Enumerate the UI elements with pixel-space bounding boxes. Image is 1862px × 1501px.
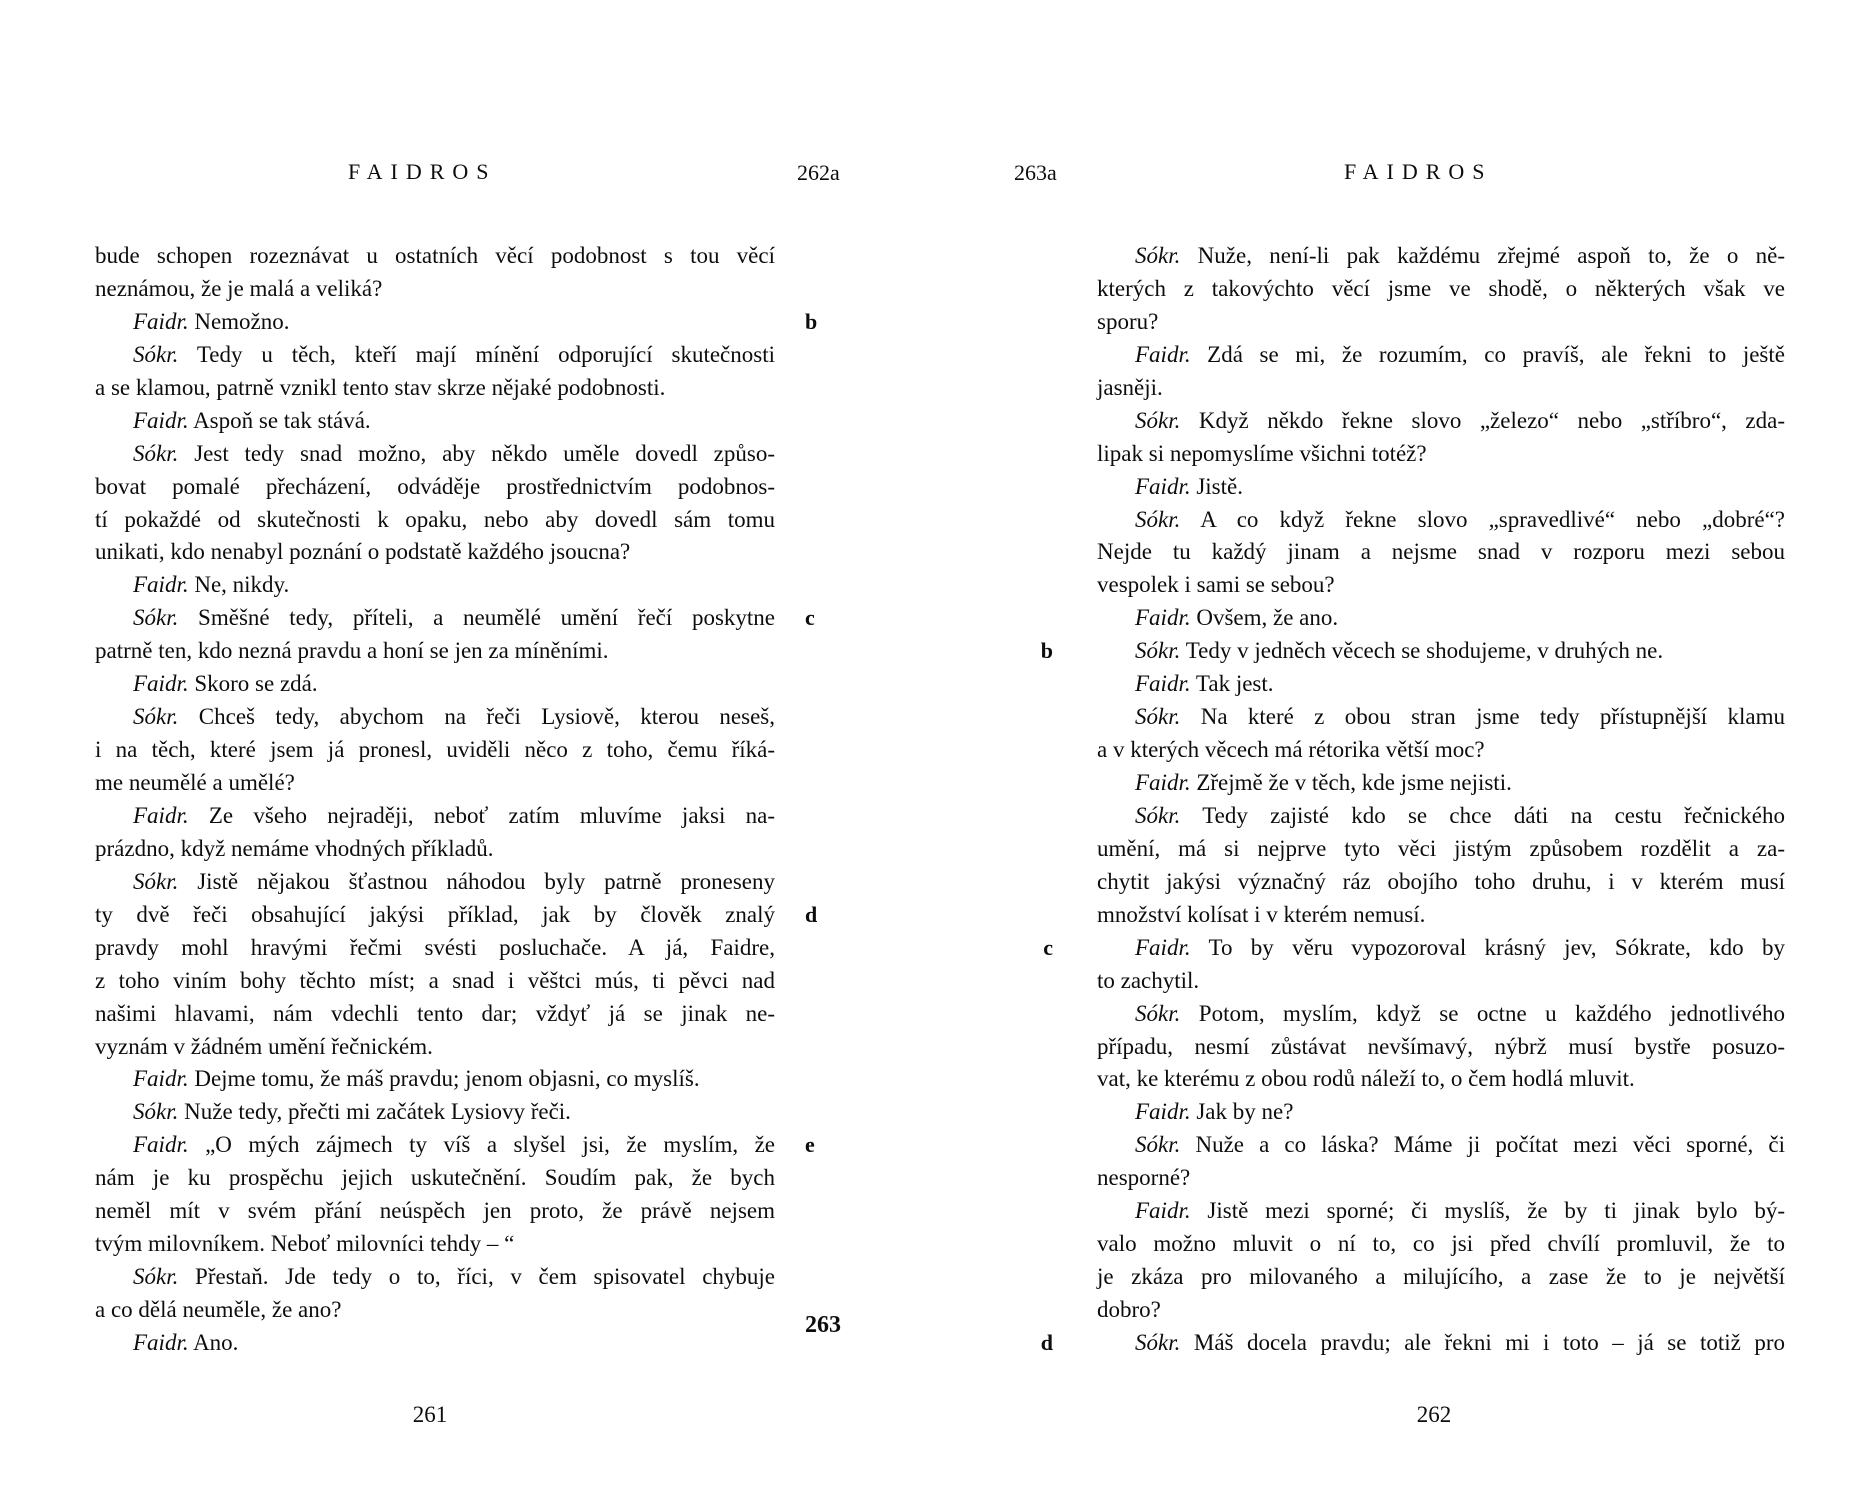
speaker-name: Faidr. <box>133 407 189 433</box>
text-line: Faidr. Tak jest. <box>1135 671 1274 697</box>
stephanus-margin-letter: b <box>805 308 818 334</box>
stephanus-header-262a: 262a <box>797 160 840 185</box>
text-line: jasněji. <box>1097 374 1163 400</box>
text-line: lipak si nepomyslíme všichni totéž? <box>1097 440 1427 466</box>
text-line: vyznám v žádném umění řečnickém. <box>95 1033 433 1059</box>
speaker-name: Sókr. <box>133 341 179 367</box>
text-line: Sókr. Tedy u těch, kteří mají mínění odporující skutečnosti <box>133 341 775 367</box>
text-line: je zkáza pro milovaného a milujícího, a zase že to je největší <box>1097 1264 1785 1290</box>
text-line: vespolek i sami se sebou? <box>1097 572 1335 598</box>
text-line: neměl mít v svém přání neúspěch jen proto, že právě nejsem <box>95 1198 775 1224</box>
text-line: Faidr. Nemožno. b <box>95 306 775 339</box>
speaker-name: Faidr. <box>1135 770 1191 795</box>
text-line: množství kolísat i v kterém nemusí. <box>1097 901 1426 927</box>
text-line: Nejde tu každý jinam a nejsme snad v rozporu mezi sebou <box>1097 539 1785 565</box>
text-line: to zachytil. <box>1097 967 1200 993</box>
text-line: Sókr. Máš docela pravdu; ale řekni mi i toto – já se totiž pro d <box>1097 1327 1785 1360</box>
speaker-name: Sókr. <box>133 1264 179 1290</box>
text-line: Faidr. Ano. <box>133 1329 239 1355</box>
speaker-name: Faidr. <box>1135 605 1191 631</box>
speaker-name: Faidr. <box>1135 934 1191 960</box>
text-line: bovat pomalé přecházení, odváděje prostřednictvím podobnos- <box>95 473 775 499</box>
text-line: me neumělé a umělé? <box>95 770 295 795</box>
text-line: prázdno, když nemáme vhodných příkladů. <box>95 835 494 861</box>
text-line: Faidr. Jistě mezi sporné; či myslíš, že by ti jinak bylo bý- <box>1135 1198 1785 1224</box>
text-line: bude schopen rozeznávat u ostatních věcí podobnost s tou věcí <box>95 243 775 268</box>
text-line: Faidr. Ne, nikdy. <box>133 572 290 598</box>
speaker-name: Faidr. <box>133 308 189 334</box>
text-line: i na těch, které jsem já pronesl, uviděli něco z toho, čemu říká- <box>95 737 775 763</box>
text-line: našimi hlavami, nám vdechli tento dar; vždyť já se jinak ne- <box>95 1000 775 1026</box>
speaker-name: Faidr. <box>1135 1198 1191 1224</box>
speaker-name: Faidr. <box>133 1066 189 1092</box>
text-line: Sókr. Směšné tedy, příteli, a neumělé umění řečí poskytne c <box>95 602 775 635</box>
text-line: Sókr. Přestaň. Jde tedy o to, říci, v čem spisovatel chybuje <box>133 1264 775 1290</box>
text-line: z toho viním bohy těchto míst; a snad i věštci mús, ti pěvci nad <box>95 967 775 993</box>
text-line: ty dvě řeči obsahující jakýsi příklad, jak by člověk znalý d <box>95 899 775 932</box>
text-line: Faidr. Ze všeho nejraději, neboť zatím mluvíme jaksi na- <box>133 802 775 828</box>
page-number-right: 262 <box>1416 1402 1452 1427</box>
text-column-left <box>95 240 841 1360</box>
text-line: Sókr. Potom, myslím, když se octne u každého jednotlivého <box>1135 1000 1785 1026</box>
text-line: umění, má si nejprve tyto věci jistým způsobem rozdělit a za- <box>1097 835 1785 861</box>
text-column-right <box>1040 240 1785 1360</box>
text-line: tí pokaždé od skutečnosti k opaku, nebo aby dovedl sám tomu <box>95 506 775 532</box>
text-line: Sókr. Nuže, není-li pak každému zřejmé aspoň to, že o ně- <box>1135 243 1785 268</box>
text-line: Faidr. Jak by ne? <box>1135 1099 1294 1125</box>
speaker-name: Sókr. <box>1135 802 1181 828</box>
text-line: valo možno mluvit o ní to, co jsi před chvílí promluvil, že to <box>1097 1231 1785 1257</box>
speaker-name: Sókr. <box>133 868 179 894</box>
text-line: Sókr. Nuže a co láska? Máme ji počítat mezi věci sporné, či <box>1135 1132 1785 1158</box>
running-head-title-left: FAIDROS <box>348 159 497 184</box>
text-line: Faidr. Zřejmě že v těch, kde jsme nejisti. <box>1135 770 1512 795</box>
text-line: Faidr. To by věru vypozoroval krásný jev, Sókrate, kdo by c <box>1097 932 1785 965</box>
text-line: chytit jakýsi význačný ráz obojího toho druhu, i v kterém musí <box>1097 868 1785 894</box>
speaker-name: Sókr. <box>1135 407 1181 433</box>
text-line: Sókr. Tedy zajisté kdo se chce dáti na cestu řečnického <box>1135 802 1785 828</box>
text-line: Sókr. Jistě nějakou šťastnou náhodou byly patrně proneseny <box>133 868 775 894</box>
speaker-name: Sókr. <box>1135 1000 1181 1026</box>
text-line: patrně ten, kdo nezná pravdu a honí se jen za míněními. <box>95 638 609 664</box>
speaker-name: Sókr. <box>133 1099 179 1125</box>
stephanus-margin-letter: d <box>805 901 818 927</box>
text-line: vat, ke kterému z obou rodů náleží to, o čem hodlá mluvit. <box>1097 1066 1635 1092</box>
text-line: Faidr. „O mých zájmech ty víš a slyšel jsi, že myslím, že e <box>95 1129 775 1162</box>
speaker-name: Sókr. <box>133 605 179 631</box>
speaker-name: Faidr. <box>133 572 189 598</box>
speaker-name: Sókr. <box>1135 243 1181 268</box>
text-line: Sókr. A co když řekne slovo „spravedlivé“ nebo „dobré“? <box>1135 506 1785 532</box>
text-line: případu, nesmí zůstávat nevšímavý, nýbrž musí bystře posuzo- <box>1097 1033 1785 1059</box>
text-line: unikati, kdo nenabyl poznání o podstatě každého jsoucna? <box>95 539 631 565</box>
text-line: Faidr. Ovšem, že ano. <box>1135 605 1339 631</box>
text-line: Sókr. Když někdo řekne slovo „železo“ nebo „stříbro“, zda- <box>1135 407 1785 433</box>
speaker-name: Sókr. <box>1135 704 1181 730</box>
stephanus-margin-letter: d <box>1040 1329 1053 1355</box>
text-line: Sókr. Chceš tedy, abychom na řeči Lysiově, kterou neseš, <box>133 704 775 730</box>
speaker-name: Sókr. <box>1135 1329 1181 1355</box>
speaker-name: Sókr. <box>1135 506 1181 532</box>
stephanus-margin-letter: c <box>805 605 815 631</box>
speaker-name: Sókr. <box>1135 1132 1181 1158</box>
text-line: nám je ku prospěchu jejich uskutečnění. Soudím pak, že bych <box>95 1165 775 1191</box>
text-line: kterých z takovýchto věcí jsme ve shodě, o některých však ve <box>1097 275 1785 301</box>
running-head-title-right: FAIDROS <box>1344 159 1493 184</box>
speaker-name: Faidr. <box>133 1132 189 1158</box>
text-line: a v kterých věcech má rétorika větší moc? <box>1097 737 1485 763</box>
text-line: Faidr. Aspoň se tak stává. <box>133 407 371 433</box>
speaker-name: Faidr. <box>133 671 189 697</box>
text-line: Faidr. Jistě. <box>1135 473 1243 499</box>
text-line: Faidr. Skoro se zdá. <box>133 671 318 697</box>
text-line: dobro? <box>1097 1297 1161 1322</box>
text-line: Faidr. Zdá se mi, že rozumím, co pravíš, ale řekni to ještě <box>1135 341 1785 367</box>
stephanus-margin-number: 263 <box>805 1312 841 1338</box>
stephanus-header-263a: 263a <box>1014 160 1057 185</box>
speaker-name: Faidr. <box>1135 473 1191 499</box>
speaker-name: Faidr. <box>1135 1099 1191 1125</box>
stephanus-margin-letter: e <box>805 1132 815 1158</box>
text-line: Faidr. Dejme tomu, že máš pravdu; jenom objasni, co myslíš. <box>133 1066 700 1092</box>
speaker-name: Faidr. <box>1135 341 1191 367</box>
text-line: a co dělá neuměle, že ano? 263 <box>95 1294 775 1327</box>
text-line: Sókr. Nuže tedy, přečti mi začátek Lysiovy řeči. <box>133 1099 571 1125</box>
speaker-name: Sókr. <box>133 704 179 730</box>
text-line: tvým milovníkem. Neboť milovníci tehdy – “ <box>95 1231 515 1257</box>
text-line: pravdy mohl hravými řečmi svésti posluchače. A já, Faidre, <box>95 934 775 960</box>
text-line: Sókr. Tedy v jedněch věcech se shodujeme, v druhých ne. b <box>1097 635 1785 668</box>
speaker-name: Faidr. <box>133 1329 189 1355</box>
text-line: nesporné? <box>1097 1165 1191 1191</box>
text-line: Sókr. Jest tedy snad možno, aby někdo uměle dovedl způso- <box>133 440 775 466</box>
text-line: a se klamou, patrně vznikl tento stav skrze nějaké podobnosti. <box>95 374 666 400</box>
stephanus-margin-letter: b <box>1040 638 1053 664</box>
speaker-name: Sókr. <box>133 440 179 466</box>
speaker-name: Faidr. <box>1135 671 1191 697</box>
stephanus-margin-letter: c <box>1043 934 1053 960</box>
speaker-name: Faidr. <box>133 802 189 828</box>
text-line: sporu? <box>1097 308 1159 334</box>
text-line: Sókr. Na které z obou stran jsme tedy přístupnější klamu <box>1135 704 1785 730</box>
speaker-name: Sókr. <box>1135 638 1181 664</box>
text-line: neznámou, že je malá a veliká? <box>95 275 383 301</box>
page-number-left: 261 <box>412 1402 448 1427</box>
